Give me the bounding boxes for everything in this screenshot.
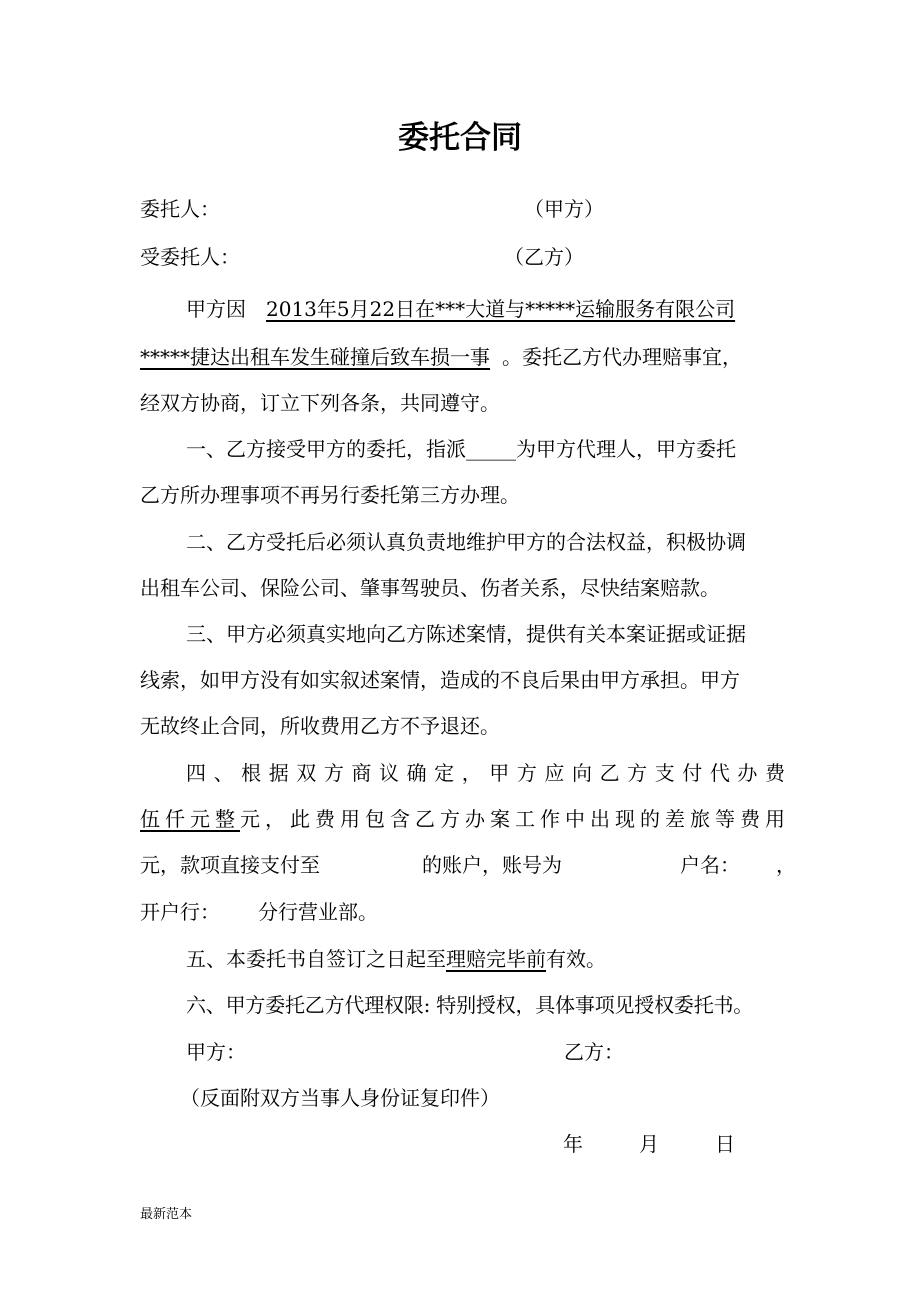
principal-party: （甲方）: [524, 197, 604, 221]
clause-5-suffix: 有效。: [546, 947, 606, 971]
intro-prefix: 甲方因: [186, 297, 246, 321]
clause-1-prefix: 一、乙方接受甲方的委托，指派: [186, 437, 466, 461]
footer-label: 最新范本: [140, 1207, 193, 1222]
intro-after-underline: 。委托乙方代办理赔事宜，: [502, 345, 742, 369]
intro-line-2: [140, 342, 785, 372]
bank-branch-text: 分行营业部。: [258, 900, 378, 924]
incident-description-underline-2: *****捷达出租车发生碰撞后致车损一事: [140, 345, 490, 369]
agent-row: [140, 242, 785, 272]
clause-5: [186, 944, 785, 974]
clause-4-line-1: 四、根据双方商议确定，甲方应向乙方支付代办费: [186, 761, 785, 785]
agent-label: 受委托人：: [140, 245, 240, 269]
party-a-signature-label: 甲方：: [186, 1040, 246, 1064]
incident-description-underline-1: 2013年5月22日在***大道与*****运输服务有限公司: [266, 297, 736, 321]
agent-party: （乙方）: [504, 245, 584, 269]
clause-1-line-1: [186, 434, 785, 464]
clause-2-line-2: 出租车公司、保险公司、肇事驾驶员、伤者关系，尽快结案赔款。: [140, 576, 720, 600]
attachment-note: （反面附双方当事人身份证复印件）: [180, 1086, 500, 1110]
account-number-label: 的账户，账号为: [422, 853, 562, 877]
document-title: 委托合同: [398, 120, 522, 156]
clause-1-suffix: 为甲方代理人，甲方委托: [516, 437, 736, 461]
date-month: 月: [639, 1132, 659, 1156]
clause-3-line-2: 线索，如甲方没有如实叙述案情，造成的不良后果由甲方承担。甲方: [140, 668, 740, 692]
clause-3-line-1: 三、甲方必须真实地向乙方陈述案情，提供有关本案证据或证据: [186, 622, 746, 646]
account-name-label: 户名：: [680, 853, 740, 877]
clause-6: 六、甲方委托乙方代理权限: 特别授权，具体事项见授权委托书。: [186, 993, 754, 1017]
clause-1-line-2: 乙方所办理事项不再另行委托第三方办理。: [140, 483, 520, 507]
clause-2-line-1: 二、乙方受托后必须认真负责地维护甲方的合法权益，积极协调: [186, 530, 746, 554]
principal-label: 委托人：: [140, 197, 220, 221]
date-year: 年: [563, 1132, 583, 1156]
clause-4-line-2-text: 元，此费用包含乙方办案工作中出现的差旅等费用: [240, 807, 785, 831]
bank-label: 开户行：: [140, 900, 220, 924]
clause-4-line-3: [140, 850, 796, 880]
agent-name-blank: _____: [466, 437, 516, 461]
clause-4-line-2: [140, 804, 785, 834]
intro-line-1: [186, 294, 785, 324]
validity-period: 理赔完毕前: [446, 947, 546, 971]
signature-row: [186, 1037, 785, 1067]
fee-amount: 伍仟元整: [140, 807, 240, 831]
comma: ，: [776, 853, 796, 877]
clause-4-line-4: [140, 897, 785, 927]
clause-3-line-3: 无故终止合同，所收费用乙方不予退还。: [140, 714, 500, 738]
date-row: [563, 1129, 763, 1159]
clause-5-prefix: 五、本委托书自签订之日起至: [186, 947, 446, 971]
party-b-signature-label: 乙方：: [564, 1040, 624, 1064]
date-day: 日: [715, 1132, 735, 1156]
intro-line-3: 经双方协商，订立下列各条，共同遵守。: [140, 391, 500, 415]
payment-destination-label: 元，款项直接支付至: [140, 853, 320, 877]
principal-row: [140, 194, 785, 224]
